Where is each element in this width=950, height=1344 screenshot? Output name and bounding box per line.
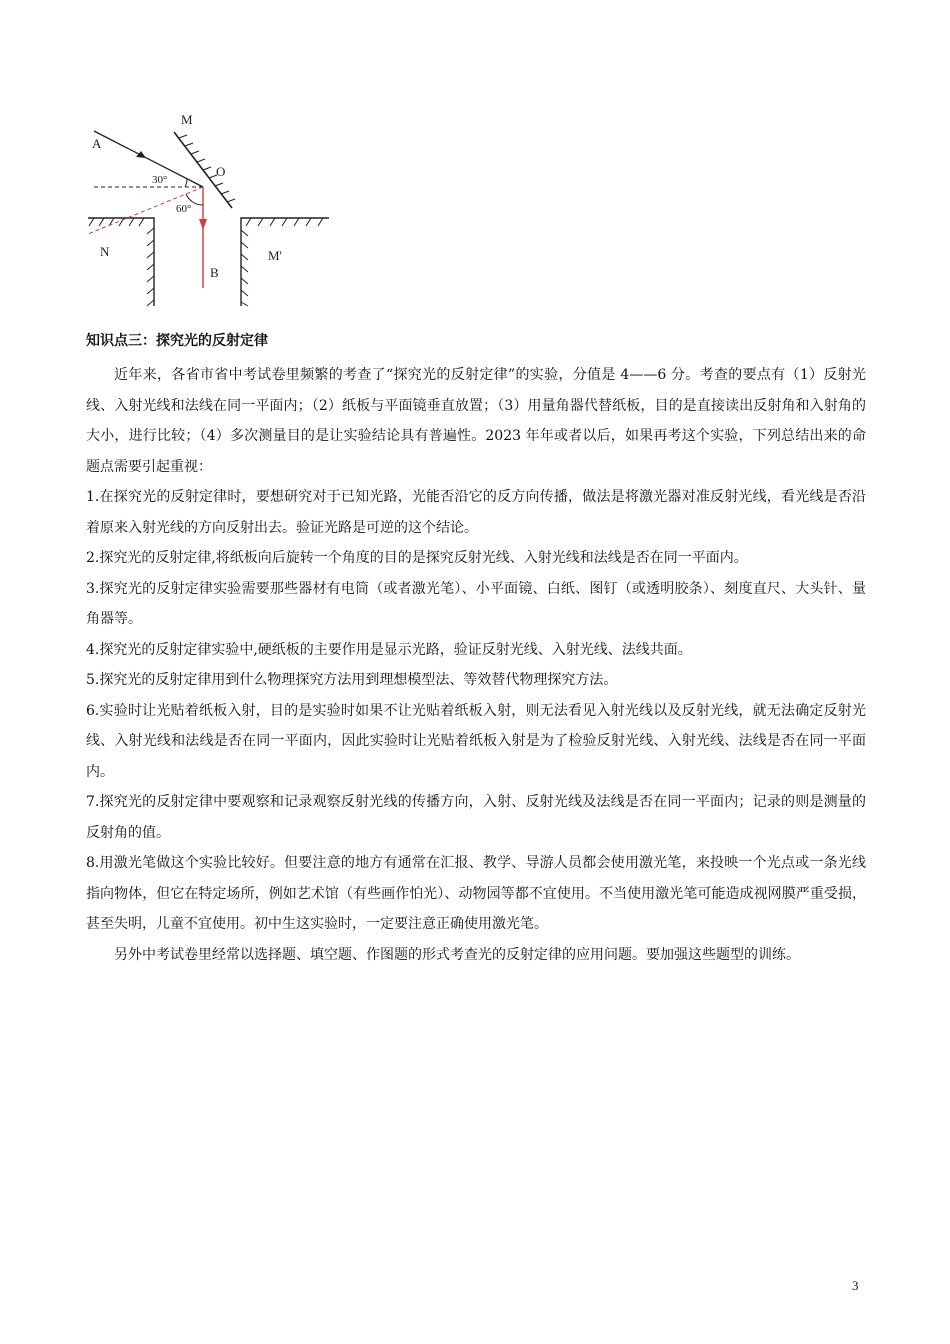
page-number: 3 [852, 1278, 859, 1293]
closing-paragraph: 另外中考试卷里经常以选择题、填空题、作图题的形式考查光的反射定律的应用问题。要加强这些题型的训练。 [114, 946, 800, 963]
reflected-ray-arrow [199, 219, 207, 230]
label-o: O [216, 164, 226, 179]
label-a: A [92, 136, 102, 151]
label-m: M [181, 112, 193, 127]
point-3: 3.探究光的反射定律实验需要那些器材有电筒（或者激光笔）、小平面镜、白纸、图钉（或透明胶条）、刻度直尺、大头针、量角器等。 [86, 580, 866, 627]
right-wall-hatching [241, 218, 323, 306]
angle-30-arc [185, 178, 187, 187]
label-angle-30: 30° [152, 174, 168, 186]
point-7: 7.探究光的反射定律中要观察和记录观察反射光线的传播方向，入射、反射光线及法线是否在同一平面内；记录的则是测量的反射角的值。 [86, 794, 866, 841]
mirror-hatching [179, 135, 235, 202]
point-1: 1.在探究光的反射定律时，要想研究对于已知光路，光能否沿它的反方向传播，做法是将激光器对准反射光线，看光线是否沿着原来入射光线的方向反射出去。验证光路是可逆的这个结论。 [86, 489, 866, 536]
intro-paragraph: 近年来，各省市省中考试卷里频繁的考查了“探究光的反射定律”的实验，分值是 4——6 分。考查的要点有（1）反射光线、入射光线和法线在同一平面内；（2）纸板与平面镜垂直放置；（3）用量角器代替纸板，目的是直接读出反射角和入射角的大小，进行比较；（4）多次测量目的是让实验结论具有普遍性。2023 年年或者以后，如果再考这个实验，下列总结出来的命题点需要引起重视： [86, 367, 866, 475]
point-5: 5.探究光的反射定律用到什么物理探究方法用到理想模型法、等效替代物理探究方法。 [86, 672, 618, 688]
point-4: 4.探究光的反射定律实验中,硬纸板的主要作用是显示光路，验证反射光线、入射光线、法线共面。 [86, 641, 692, 658]
label-angle-60: 60° [176, 203, 192, 215]
section-content [86, 330, 866, 970]
incident-ray-arrow [136, 151, 146, 158]
left-wall-hatching [89, 218, 154, 306]
reflection-diagram [86, 108, 336, 308]
label-n: N [100, 244, 110, 259]
point-6: 6.实验时让光贴着纸板入射，目的是实验时如果不让光贴着纸板入射，则无法看见入射光线以及反射光线，就无法确定反射光线、入射光线和法线是否在同一平面内，因此实验时让光贴着纸板入射是为了检验反射光线、入射光线、法线是否在同一平面内。 [86, 702, 866, 780]
label-b: B [210, 265, 219, 280]
label-m-prime: M' [268, 248, 282, 263]
section-heading: 知识点三：探究光的反射定律 [86, 333, 268, 349]
left-wall [88, 218, 154, 306]
point-2: 2.探究光的反射定律,将纸板向后旋转一个角度的目的是探究反射光线、入射光线和法线是否在同一平面内。 [86, 550, 748, 566]
right-wall [241, 218, 329, 306]
point-8: 8.用激光笔做这个实验比较好。但要注意的地方有通常在汇报、教学、导游人员都会使用激光笔，来投映一个光点或一条光线指向物体，但它在特定场所，例如艺术馆（有些画作怕光）、动物园等都不宜使用。不当使用激光笔可能造成视网膜严重受损，甚至失明，儿童不宜使用。初中生这实验时，一定要注意正确使用激光笔。 [86, 855, 866, 932]
